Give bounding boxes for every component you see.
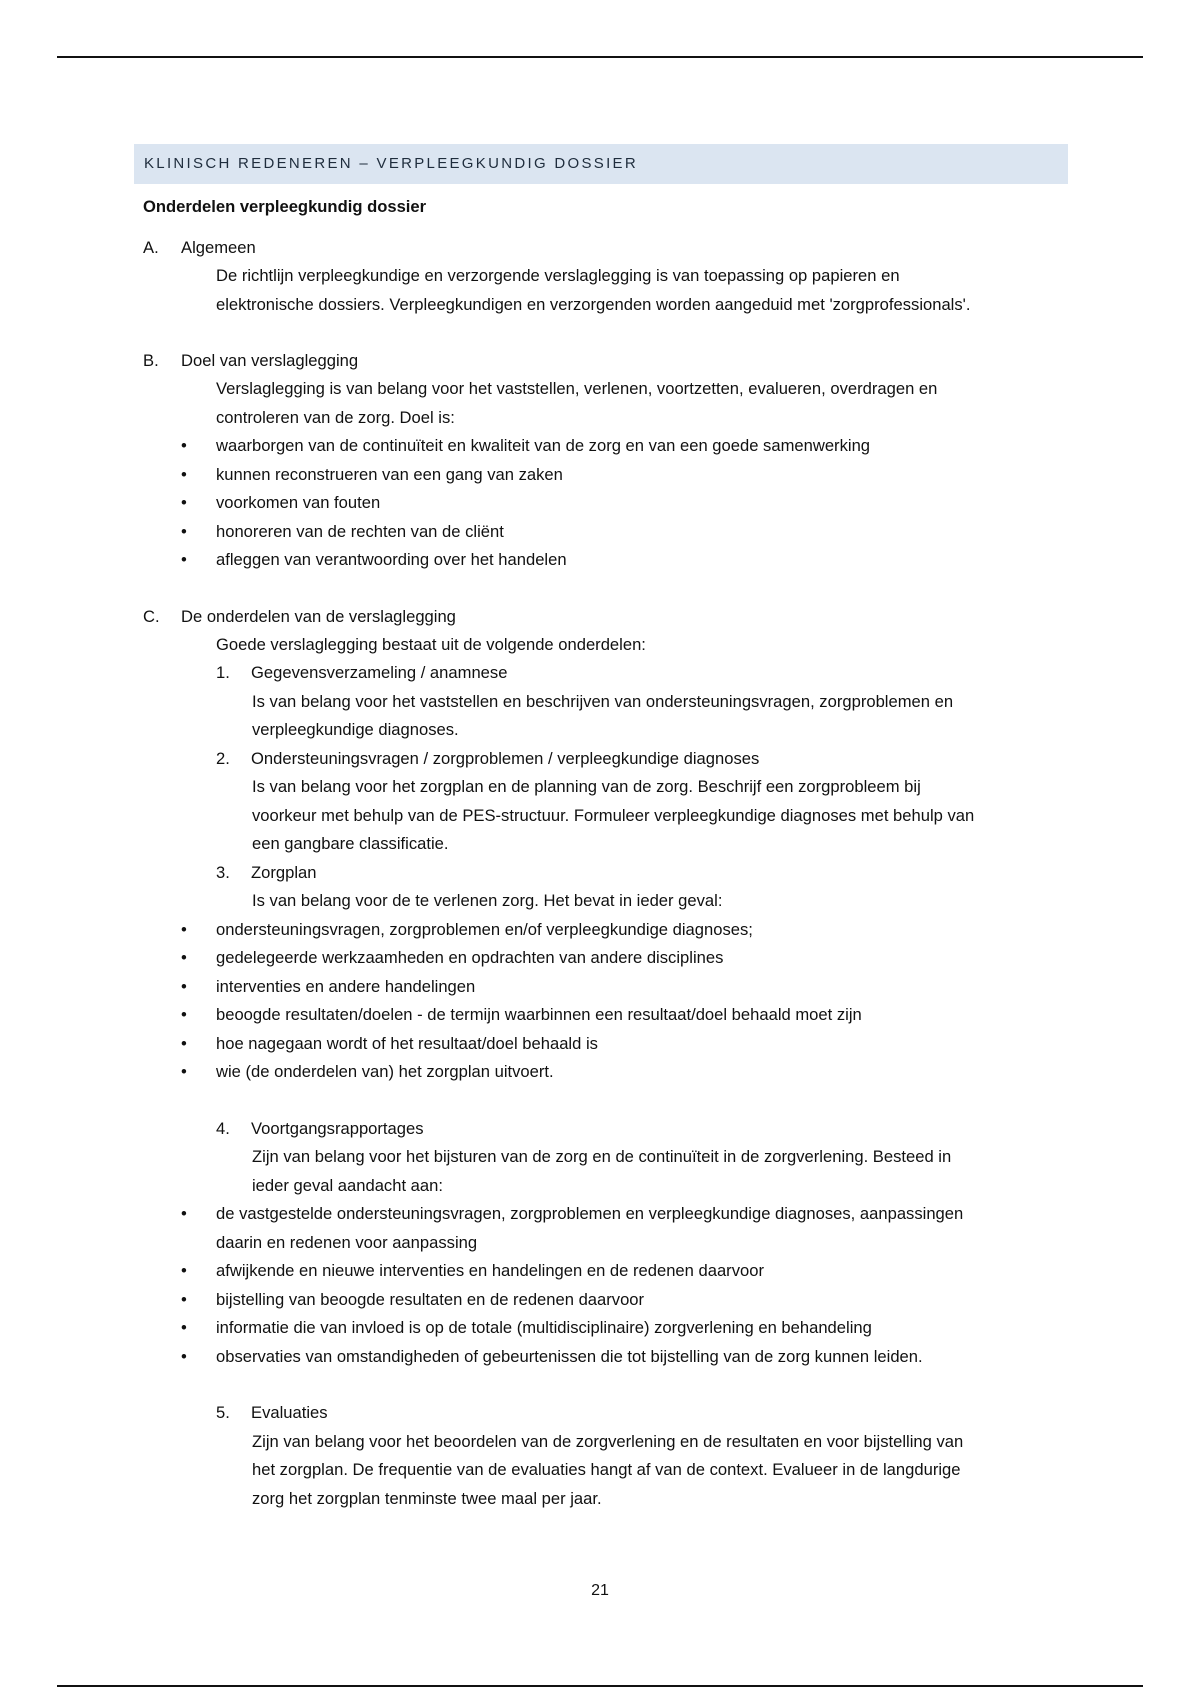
bullet-icon: • <box>181 1005 187 1024</box>
bottom-rule <box>57 1685 1143 1687</box>
paragraph-line: elektronische dossiers. Verpleegkundigen en verzorgenden worden aangeduid met 'zorgprofessionals'. <box>216 294 971 314</box>
list-item: • hoe nagegaan wordt of het resultaat/doel behaald is <box>143 1030 1073 1059</box>
paragraph-line: controleren van de zorg. Doel is: <box>216 407 455 427</box>
item-title: Gegevensverzameling / anamnese <box>251 663 508 682</box>
numbered-item-heading <box>216 1115 1073 1144</box>
list-item: • voorkomen van fouten <box>143 489 1073 518</box>
paragraph-line: voorkeur met behulp van de PES-structuur. Formuleer verpleegkundige diagnoses met behulp van <box>252 805 975 825</box>
paragraph-line: Goede verslaglegging bestaat uit de volgende onderdelen: <box>216 634 646 654</box>
bullet-icon: • <box>181 948 187 967</box>
section-b-heading <box>143 347 1073 375</box>
list-item: • de vastgestelde ondersteuningsvragen, zorgproblemen en verpleegkundige diagnoses, aanpassingen <box>143 1200 1073 1229</box>
paragraph-line: het zorgplan. De frequentie van de evaluaties hangt af van de context. Evalueer in de langdurige <box>252 1460 961 1479</box>
list-item: • honoreren van de rechten van de cliënt <box>143 518 1073 547</box>
bullet-icon: • <box>181 1033 187 1053</box>
list-item: • interventies en andere handelingen <box>143 973 1073 1002</box>
list-item: • ondersteuningsvragen, zorgproblemen en/of verpleegkundige diagnoses; <box>143 916 1073 945</box>
bullet-icon: • <box>181 976 187 996</box>
list-item-continuation: daarin en redenen voor aanpassing <box>216 1232 478 1252</box>
bullet-icon: • <box>181 1062 187 1081</box>
bullet-icon: • <box>181 436 187 455</box>
bullet-icon: • <box>181 1204 187 1223</box>
numbered-item-heading <box>216 659 1073 688</box>
paragraph-line: Verslaglegging is van belang voor het vaststellen, verlenen, voortzetten, evalueren, overdragen en <box>216 379 938 398</box>
list-item: • wie (de onderdelen van) het zorgplan uitvoert. <box>143 1058 1073 1087</box>
section-letter: C. <box>143 606 160 626</box>
item-title: Zorgplan <box>251 862 317 882</box>
paragraph-line: een gangbare classificatie. <box>252 834 449 853</box>
section-letter: B. <box>143 351 159 370</box>
section-banner <box>134 144 1068 184</box>
item-number: 3. <box>216 862 230 882</box>
section-title: Algemeen <box>181 238 256 257</box>
paragraph-line: Is van belang voor het zorgplan en de planning van de zorg. Beschrijf een zorgprobleem bij <box>252 777 921 796</box>
bullet-icon: • <box>181 521 187 541</box>
item-title: Ondersteuningsvragen / zorgproblemen / verpleegkundige diagnoses <box>251 748 760 768</box>
item-title: Evaluaties <box>251 1403 328 1422</box>
numbered-item-heading <box>216 859 1073 888</box>
paragraph-line: Is van belang voor het vaststellen en beschrijven van ondersteuningsvragen, zorgproblemen en <box>252 691 954 711</box>
bullet-icon: • <box>181 919 187 939</box>
item-title: Voortgangsrapportages <box>251 1118 424 1138</box>
document-subtitle: Onderdelen verpleegkundig dossier <box>143 197 427 216</box>
paragraph-line: De richtlijn verpleegkundige en verzorgende verslaglegging is van toepassing op papieren en <box>216 266 900 285</box>
item-number: 1. <box>216 663 230 682</box>
numbered-item-heading <box>216 1399 1073 1428</box>
top-rule <box>57 56 1143 58</box>
paragraph-line: Is van belang voor de te verlenen zorg. Het bevat in ieder geval: <box>252 891 723 910</box>
item-number: 4. <box>216 1118 230 1138</box>
page-number: 21 <box>591 1582 609 1599</box>
bullet-icon: • <box>181 1318 187 1337</box>
document-body <box>143 192 1073 1513</box>
list-item: • beoogde resultaten/doelen - de termijn waarbinnen een resultaat/doel behaald moet zijn <box>143 1001 1073 1030</box>
list-item: • gedelegeerde werkzaamheden en opdrachten van andere disciplines <box>143 944 1073 973</box>
numbered-item-heading <box>216 745 1073 774</box>
list-item: • observaties van omstandigheden of gebeurtenissen die tot bijstelling van de zorg kunnen leiden. <box>143 1343 1073 1372</box>
paragraph-line: zorg het zorgplan tenminste twee maal per jaar. <box>252 1488 602 1508</box>
section-letter: A. <box>143 238 159 257</box>
section-a-heading <box>143 234 1073 262</box>
bullet-icon: • <box>181 1261 187 1280</box>
list-item: • afleggen van verantwoording over het handelen <box>143 546 1073 575</box>
list-item: • afwijkende en nieuwe interventies en handelingen en de redenen daarvoor <box>143 1257 1073 1286</box>
list-item: • bijstelling van beoogde resultaten en de redenen daarvoor <box>143 1286 1073 1315</box>
list-item: • waarborgen van de continuïteit en kwaliteit van de zorg en van een goede samenwerking <box>143 432 1073 461</box>
paragraph-line: ieder geval aandacht aan: <box>252 1175 443 1195</box>
bullet-icon: • <box>181 1289 187 1309</box>
paragraph-line: verpleegkundige diagnoses. <box>252 720 459 739</box>
list-item: • informatie die van invloed is op de totale (multidisciplinaire) zorgverlening en behandeling <box>143 1314 1073 1343</box>
paragraph-line: Zijn van belang voor het beoordelen van de zorgverlening en de resultaten en voor bijstelling van <box>252 1431 964 1451</box>
section-title: Doel van verslaglegging <box>181 351 359 370</box>
banner-title: KLINISCH REDENEREN – VERPLEEGKUNDIG DOSSIER <box>144 155 638 172</box>
bullet-icon: • <box>181 550 187 569</box>
bullet-icon: • <box>181 1346 187 1366</box>
item-number: 2. <box>216 748 230 768</box>
section-c-heading <box>143 603 1073 631</box>
paragraph-line: Zijn van belang voor het bijsturen van de zorg en de continuïteit in de zorgverlening. Besteed in <box>252 1147 952 1166</box>
bullet-icon: • <box>181 464 187 484</box>
list-item: • kunnen reconstrueren van een gang van zaken <box>143 461 1073 490</box>
item-number: 5. <box>216 1403 230 1422</box>
section-title: De onderdelen van de verslaglegging <box>181 606 456 626</box>
bullet-icon: • <box>181 493 187 512</box>
